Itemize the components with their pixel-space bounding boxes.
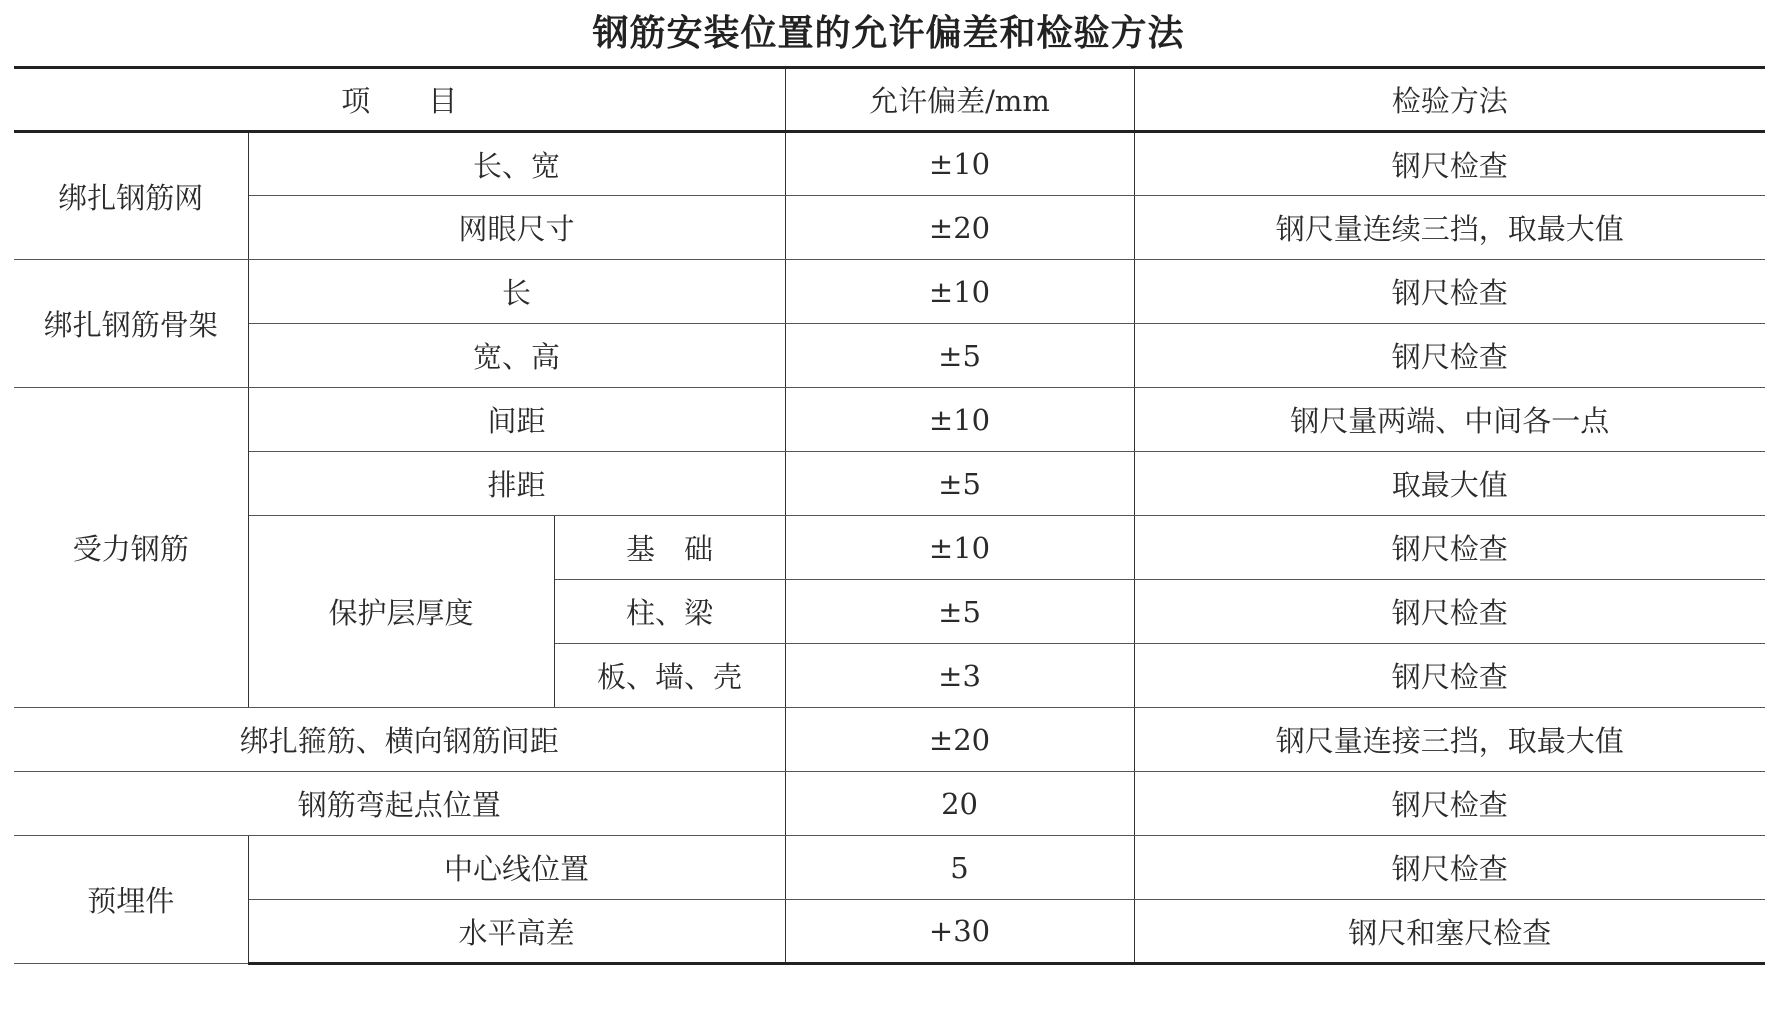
row-deviation: 5: [785, 836, 1134, 900]
row-item: 板、墙、壳: [554, 644, 785, 708]
row-item: 中心线位置: [248, 836, 785, 900]
row-deviation: ±10: [785, 388, 1134, 452]
row-method: 取最大值: [1134, 452, 1765, 516]
group-embedded: 预埋件: [14, 836, 248, 964]
group-mesh: 绑扎钢筋网: [14, 132, 248, 260]
group-skeleton: 绑扎钢筋骨架: [14, 260, 248, 388]
tolerance-table: [14, 66, 1765, 965]
row-deviation: 20: [785, 772, 1134, 836]
row-deviation: ±5: [785, 580, 1134, 644]
row-item: 水平高差: [248, 900, 785, 964]
row-deviation: ±5: [785, 324, 1134, 388]
row-item: 长: [248, 260, 785, 324]
table-header-row: [14, 68, 1765, 132]
table-row: [14, 836, 1765, 900]
row-deviation: +30: [785, 900, 1134, 964]
table-title: 钢筋安装位置的允许偏差和检验方法: [592, 13, 1185, 54]
header-deviation: 允许偏差/mm: [785, 68, 1134, 132]
row-deviation: ±10: [785, 516, 1134, 580]
table-row: [14, 772, 1765, 836]
row-deviation: ±20: [785, 708, 1134, 772]
row-item: 基 础: [554, 516, 785, 580]
table-row: [14, 388, 1765, 452]
row-deviation: ±3: [785, 644, 1134, 708]
row-method: 钢尺检查: [1134, 516, 1765, 580]
row-method: 钢尺量连接三挡，取最大值: [1134, 708, 1765, 772]
row-deviation: ±10: [785, 132, 1134, 196]
row-item: 间距: [248, 388, 785, 452]
row-method: 钢尺量连续三挡，取最大值: [1134, 196, 1765, 260]
group-stressed: 受力钢筋: [14, 388, 248, 708]
table-row: [14, 516, 1765, 580]
table-row: [14, 196, 1765, 260]
row-item: 网眼尺寸: [248, 196, 785, 260]
table-row: [14, 260, 1765, 324]
row-item: 排距: [248, 452, 785, 516]
table-row: [14, 132, 1765, 196]
row-method: 钢尺检查: [1134, 836, 1765, 900]
header-method: 检验方法: [1134, 68, 1765, 132]
row-method: 钢尺检查: [1134, 132, 1765, 196]
row-item: 柱、梁: [554, 580, 785, 644]
row-method: 钢尺检查: [1134, 580, 1765, 644]
row-method: 钢尺检查: [1134, 772, 1765, 836]
row-item: 钢筋弯起点位置: [14, 772, 785, 836]
row-method: 钢尺量两端、中间各一点: [1134, 388, 1765, 452]
row-method: 钢尺检查: [1134, 644, 1765, 708]
row-method: 钢尺检查: [1134, 260, 1765, 324]
table-row: [14, 900, 1765, 964]
table-row: [14, 708, 1765, 772]
table-row: [14, 324, 1765, 388]
table-row: [14, 452, 1765, 516]
row-deviation: ±10: [785, 260, 1134, 324]
row-deviation: ±5: [785, 452, 1134, 516]
header-item: 项 目: [14, 68, 785, 132]
row-item: 长、宽: [248, 132, 785, 196]
group-cover: 保护层厚度: [248, 516, 554, 708]
row-method: 钢尺和塞尺检查: [1134, 900, 1765, 964]
row-method: 钢尺检查: [1134, 324, 1765, 388]
row-item: 宽、高: [248, 324, 785, 388]
row-item: 绑扎箍筋、横向钢筋间距: [14, 708, 785, 772]
row-deviation: ±20: [785, 196, 1134, 260]
